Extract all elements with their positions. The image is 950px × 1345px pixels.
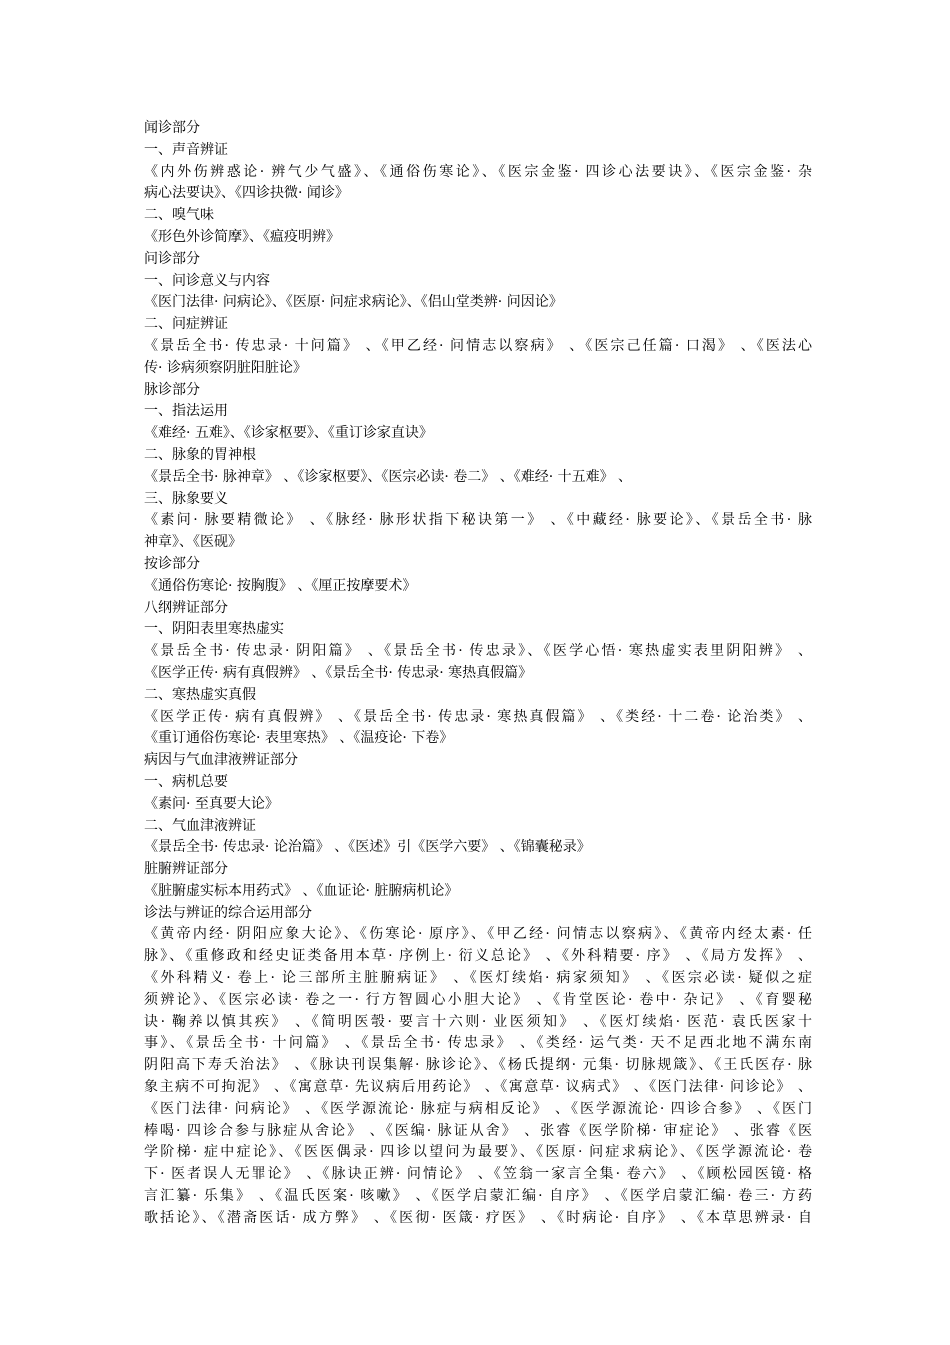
text-line: 《医门法律· 问病论》 、《医学源流论· 脉症与病相反论》 、《医学源流论· 四诊合参》 、《医门 xyxy=(144,1100,812,1117)
text-line: 《景岳全书· 脉神章》 、《诊家枢要》、《医宗必读· 卷二》 、《难经· 十五难》 、 xyxy=(144,468,633,485)
text-line: 二、寒热虚实真假 xyxy=(144,686,256,703)
text-line: 《景岳全书· 传忠录· 十问篇》 、《甲乙经· 问情志以察病》 、《医宗己任篇· 口渴》 、《医法心 xyxy=(144,337,812,354)
document-page xyxy=(144,118,812,1230)
text-line: 《素问· 脉要精微论》 、《脉经· 脉形状指下秘诀第一》 、《中藏经· 脉要论》、《景岳全书· 脉 xyxy=(144,512,812,529)
text-line: 一、声音辨证 xyxy=(144,141,228,158)
text-line: 诀· 鞠养以慎其疾》 、《简明医彀· 要言十六则· 业医须知》 、《医灯续焰· 医范· 袁氏医家十 xyxy=(144,1013,812,1030)
text-line: 按诊部分 xyxy=(144,555,200,572)
text-line: 学阶梯· 症中症论》、《医医偶录· 四诊以望问为最要》、《医原· 问症求病论》、《医学源流论· 卷 xyxy=(144,1144,812,1161)
text-line: 八纲辨证部分 xyxy=(144,599,228,616)
text-line: 须辨论》、《医宗必读· 卷之一· 行方智圆心小胆大论》 、《肯堂医论· 卷中· 杂记》 、《育婴秘 xyxy=(144,991,812,1008)
text-line: 神章》、《医砚》 xyxy=(144,534,242,551)
text-line: 二、问症辨证 xyxy=(144,316,228,333)
text-line: 问诊部分 xyxy=(144,250,200,267)
text-line: 脏腑辨证部分 xyxy=(144,861,228,878)
text-line: 《医门法律· 问病论》、《医原· 问症求病论》、《侣山堂类辨· 问因论》 xyxy=(144,294,563,311)
text-line: 《黄帝内经· 阴阳应象大论》、《伤寒论· 原序》、《甲乙经· 问情志以察病》、《黄帝内经太素· 任 xyxy=(144,926,812,943)
text-line: 脉》、《重修政和经史证类备用本草· 序例上· 衍义总论》 、《外科精要· 序》 、《局方发挥》 、 xyxy=(144,948,812,965)
text-line: 二、脉象的胃神根 xyxy=(144,446,256,463)
text-line: 脉诊部分 xyxy=(144,381,200,398)
text-line: 象主病不可拘泥》 、《寓意草· 先议病后用药论》 、《寓意草· 议病式》 、《医门法律· 问诊论》 、 xyxy=(144,1079,812,1096)
text-line: 《重订通俗伤寒论· 表里寒热》 、《温疫论· 下卷》 xyxy=(144,730,454,747)
text-line: 歌括论》、《潜斋医话· 成方弊》 、《医彻· 医箴· 疗医》 、《时病论· 自序》 、《本草思辨录· 自 xyxy=(144,1209,812,1226)
text-line: 《内外伤辨惑论· 辨气少气盛》、《通俗伤寒论》、《医宗金鉴· 四诊心法要诀》、《医宗金鉴· 杂 xyxy=(144,163,812,180)
text-line: 《难经· 五难》、《诊家枢要》、《重订诊家直诀》 xyxy=(144,425,433,442)
text-line: 《通俗伤寒论· 按胸腹》 、《厘正按摩要术》 xyxy=(144,577,417,594)
text-line: 一、指法运用 xyxy=(144,403,228,420)
text-line: 三、脉象要义 xyxy=(144,490,228,507)
text-line: 传· 诊病须察阴脏阳脏论》 xyxy=(144,359,307,376)
text-line: 阴阳高下寿夭治法》 、《脉诀刊误集解· 脉诊论》、《杨氏提纲· 元集· 切脉规箴》、《王氏医存· 脉 xyxy=(144,1057,812,1074)
text-line: 言汇纂· 乐集》 、《温氏医案· 咳嗽》 、《医学启蒙汇编· 自序》 、《医学启蒙汇编· 卷三· 方药 xyxy=(144,1188,812,1205)
text-line: 棒喝· 四诊合参与脉症从舍论》 、《医编· 脉证从舍》 、张睿《医学阶梯· 审症论》 、张睿《医 xyxy=(144,1122,812,1139)
text-line: 闻诊部分 xyxy=(144,120,200,136)
text-line: 病心法要诀》、《四诊抉微· 闻诊》 xyxy=(144,185,349,202)
text-line: 下· 医者误人无罪论》 、《脉诀正辨· 问情论》 、《笠翁一家言全集· 卷六》 、《顾松园医镜· 格 xyxy=(144,1166,812,1183)
text-line: 《医学正传· 病有真假辨》 、《景岳全书· 传忠录· 寒热真假篇》 xyxy=(144,664,533,681)
text-line: 一、病机总要 xyxy=(144,773,228,790)
text-line: 二、嗅气味 xyxy=(144,207,214,224)
text-line: 一、问诊意义与内容 xyxy=(144,272,270,289)
text-line: 二、气血津液辨证 xyxy=(144,817,256,834)
text-line: 《景岳全书· 传忠录· 论治篇》 、《医述》引《医学六要》 、《锦囊秘录》 xyxy=(144,839,591,856)
text-line: 病因与气血津液辨证部分 xyxy=(144,752,298,769)
text-line: 《外科精义· 卷上· 论三部所主脏腑病证》 、《医灯续焰· 病家须知》 、《医宗必读· 疑似之症 xyxy=(144,970,812,987)
text-line: 一、阴阳表里寒热虚实 xyxy=(144,621,284,638)
text-line: 《景岳全书· 传忠录· 阴阳篇》 、《景岳全书· 传忠录》、《医学心悟· 寒热虚实表里阴阳辨》 、 xyxy=(144,643,812,660)
text-line: 《脏腑虚实标本用药式》 、《血证论· 脏腑病机论》 xyxy=(144,882,459,899)
text-line: 《医学正传· 病有真假辨》 、《景岳全书· 传忠录· 寒热真假篇》 、《类经· 十二卷· 论治类》 、 xyxy=(144,708,812,725)
text-line: 《形色外诊简摩》、《瘟疫明辨》 xyxy=(144,228,340,245)
text-line: 事》、《景岳全书· 十问篇》 、《景岳全书· 传忠录》 、《类经· 运气类· 天不足西北地不满东南 xyxy=(144,1035,812,1052)
text-line: 《素问· 至真要大论》 xyxy=(144,795,279,812)
text-line: 诊法与辨证的综合运用部分 xyxy=(144,904,312,921)
